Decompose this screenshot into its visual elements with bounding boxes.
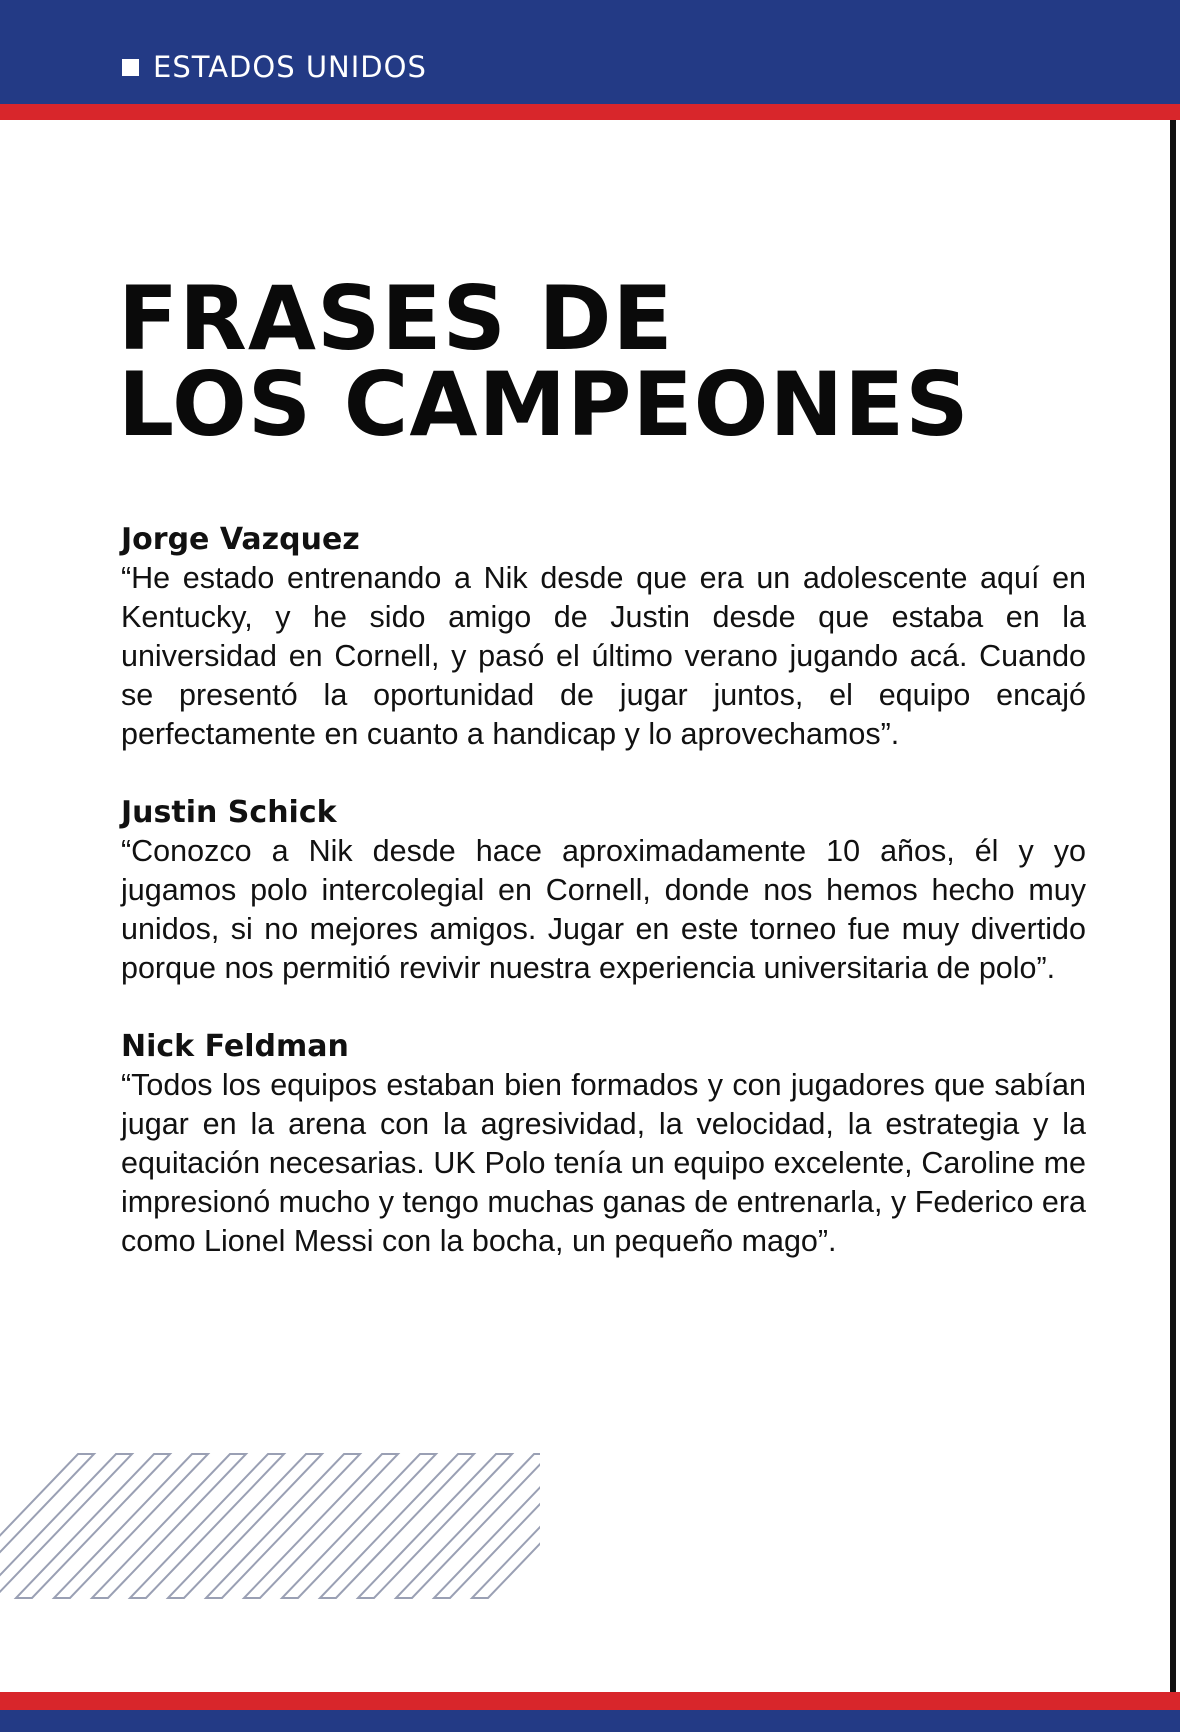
quote-block — [121, 520, 1086, 754]
footer-band — [0, 1710, 1180, 1732]
quotes-list — [121, 520, 1086, 1300]
footer-red-stripe — [0, 1692, 1180, 1710]
section-label — [122, 50, 427, 84]
right-edge-rule — [1170, 120, 1176, 1692]
stripe-shape — [16, 1454, 170, 1598]
stripe-shape — [130, 1454, 284, 1598]
section-label-text: ESTADOS UNIDOS — [153, 50, 427, 84]
quote-block — [121, 1027, 1086, 1261]
quote-author: Justin Schick — [121, 795, 337, 830]
quote-author: Nick Feldman — [121, 1029, 349, 1064]
stripe-shape — [92, 1454, 246, 1598]
quote-block — [121, 793, 1086, 988]
stripe-shape — [320, 1454, 474, 1598]
diagonal-stripes-decoration — [0, 1448, 540, 1604]
stripe-shape — [206, 1454, 360, 1598]
stripe-shape — [244, 1454, 398, 1598]
stripe-shape — [282, 1454, 436, 1598]
stripe-shape — [54, 1454, 208, 1598]
quote-text: “Todos los equipos estaban bien formados y con jugadores que sabían jugar en la arena con la agresividad, la velocidad, la estrategia y la equitación necesarias. UK Polo tenía un equipo excelente, Caroline me impresionó mucho y tengo muchas ganas de entrenarla, y Federico era como Lionel Messi con la bocha, un pequeño mago”. — [121, 1068, 1086, 1258]
quote-text: “He estado entrenando a Nik desde que era un adolescente aquí en Kentucky, y he sido amigo de Justin desde que estaba en la universidad en Cornell, y pasó el último verano jugando acá. Cuando se presentó la oportunidad de jugar juntos, el equipo encajó perfectamente en cuanto a handicap y lo aprovechamos”. — [121, 561, 1086, 751]
stripe-shape — [434, 1454, 540, 1598]
page-title-line-2: LOS CAMPEONES — [118, 353, 970, 456]
quote-author: Jorge Vazquez — [121, 522, 360, 557]
stripe-shape — [358, 1454, 512, 1598]
stripe-shape — [168, 1454, 322, 1598]
header-red-stripe — [0, 104, 1180, 120]
square-bullet-icon — [122, 59, 139, 76]
quote-text: “Conozco a Nik desde hace aproximadamente 10 años, él y yo jugamos polo intercolegial en Cornell, donde nos hemos hecho muy unidos, si no mejores amigos. Jugar en este torneo fue muy divertido porque nos permitió revivir nuestra experiencia universitaria de polo”. — [121, 834, 1086, 985]
page-title — [118, 267, 970, 456]
page-title-line-1: FRASES DE — [118, 267, 674, 370]
